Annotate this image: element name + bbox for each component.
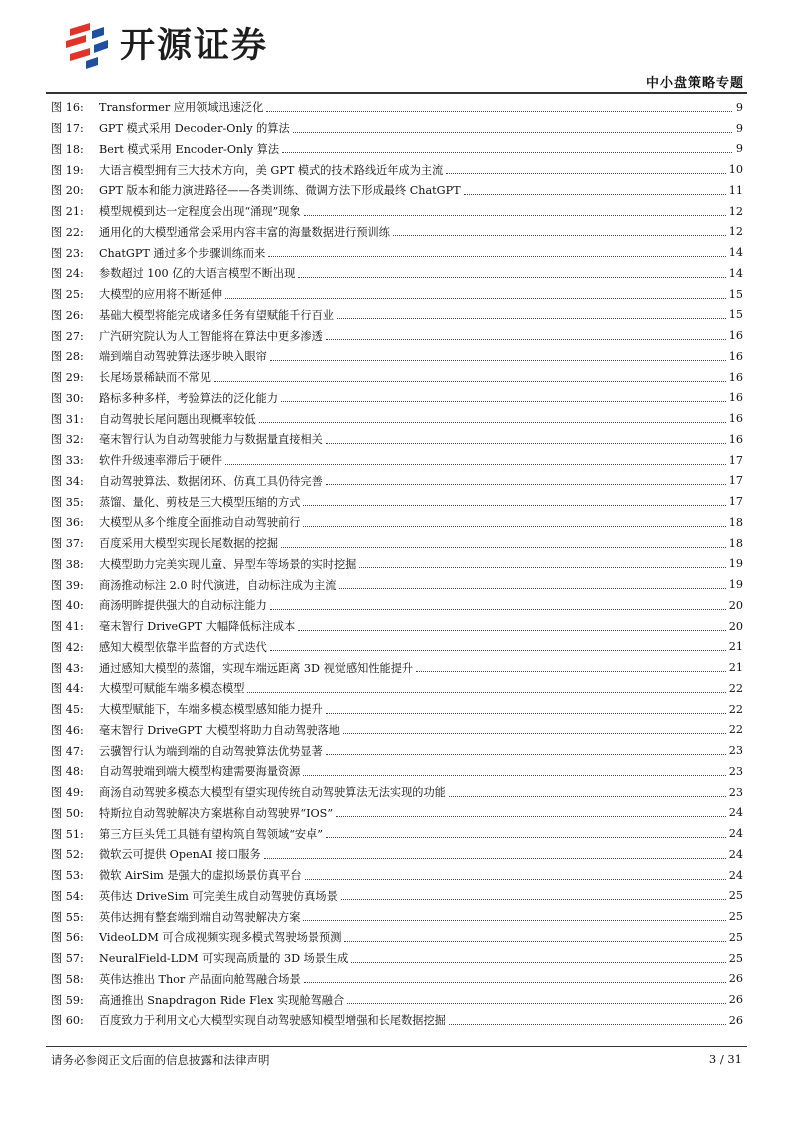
toc-figure-title: 通过感知大模型的蒸馏，实现车端远距离 3D 视觉感知性能提升 bbox=[99, 661, 414, 675]
toc-entry[interactable] bbox=[51, 180, 743, 201]
toc-entry[interactable] bbox=[51, 533, 743, 554]
toc-dot-leader bbox=[298, 277, 725, 278]
toc-figure-number: 图 33: bbox=[51, 454, 84, 468]
toc-dot-leader bbox=[326, 443, 726, 444]
toc-figure-title: 英伟达推出 Thor 产品面向舱驾融合场景 bbox=[99, 972, 301, 986]
toc-page-number: 17 bbox=[728, 474, 743, 488]
toc-figure-title: 高通推出 Snapdragon Ride Flex 实现舱驾融合 bbox=[99, 993, 345, 1007]
toc-page-number: 16 bbox=[728, 412, 743, 426]
toc-page-number: 9 bbox=[735, 100, 743, 114]
toc-dot-leader bbox=[282, 152, 732, 153]
page-indicator: 3 / 31 bbox=[708, 1052, 742, 1066]
toc-entry[interactable] bbox=[51, 637, 743, 658]
toc-page-number: 9 bbox=[735, 142, 743, 156]
toc-page-number: 24 bbox=[728, 868, 743, 882]
toc-entry[interactable] bbox=[51, 408, 743, 429]
toc-figure-number: 图 52: bbox=[51, 848, 84, 862]
toc-dot-leader bbox=[304, 982, 726, 983]
toc-figure-title: 大模型的应用将不断延伸 bbox=[99, 288, 223, 302]
toc-figure-title: 长尾场景稀缺而不常见 bbox=[99, 371, 211, 385]
toc-figure-number: 图 40: bbox=[51, 599, 84, 613]
toc-figure-title: 大模型助力完美实现儿童、异型车等场景的实时挖掘 bbox=[99, 557, 357, 571]
toc-figure-number: 图 38: bbox=[51, 557, 84, 571]
toc-figure-title: 毫末智行 DriveGPT 大幅降低标注成本 bbox=[99, 620, 296, 634]
toc-entry[interactable] bbox=[51, 305, 743, 326]
toc-entry[interactable] bbox=[51, 325, 743, 346]
toc-figure-number: 图 43: bbox=[51, 661, 84, 675]
toc-figure-number: 图 56: bbox=[51, 931, 84, 945]
toc-page-number: 20 bbox=[728, 598, 743, 612]
toc-figure-title: 微软 AirSim 是强大的虚拟场景仿真平台 bbox=[99, 869, 302, 883]
toc-entry[interactable] bbox=[51, 388, 743, 409]
toc-figure-title: 基础大模型将能完成诸多任务有望赋能千行百业 bbox=[99, 308, 334, 322]
toc-page-number: 22 bbox=[728, 723, 743, 737]
toc-figure-title: GPT 模式采用 Decoder-Only 的算法 bbox=[99, 122, 290, 136]
toc-figure-number: 图 44: bbox=[51, 682, 84, 696]
toc-entry[interactable] bbox=[51, 989, 743, 1010]
toc-dot-leader bbox=[225, 464, 726, 465]
toc-dot-leader bbox=[259, 422, 726, 423]
toc-dot-leader bbox=[343, 733, 726, 734]
toc-figure-number: 图 46: bbox=[51, 723, 84, 737]
toc-figure-number: 图 54: bbox=[51, 889, 84, 903]
toc-figure-number: 图 20: bbox=[51, 184, 84, 198]
toc-dot-leader bbox=[326, 339, 726, 340]
toc-page-number: 12 bbox=[728, 204, 743, 218]
toc-dot-leader bbox=[336, 816, 726, 817]
toc-figure-number: 图 53: bbox=[51, 869, 84, 883]
toc-figure-title: 蒸馏、量化、剪枝是三大模型压缩的方式 bbox=[99, 495, 301, 509]
toc-figure-number: 图 24: bbox=[51, 267, 84, 281]
toc-dot-leader bbox=[416, 671, 726, 672]
toc-entry[interactable] bbox=[51, 595, 743, 616]
toc-figure-number: 图 16: bbox=[51, 101, 84, 115]
toc-dot-leader bbox=[305, 879, 726, 880]
toc-page-number: 23 bbox=[728, 744, 743, 758]
toc-figure-number: 图 17: bbox=[51, 122, 84, 136]
toc-entry[interactable] bbox=[51, 1010, 743, 1031]
toc-page-number: 16 bbox=[728, 349, 743, 363]
toc-page-number: 16 bbox=[728, 432, 743, 446]
toc-page-number: 25 bbox=[728, 910, 743, 924]
toc-figure-number: 图 34: bbox=[51, 474, 84, 488]
toc-figure-number: 图 32: bbox=[51, 433, 84, 447]
toc-dot-leader bbox=[326, 484, 726, 485]
toc-page-number: 20 bbox=[728, 619, 743, 633]
toc-figure-title: 商汤明眸提供强大的自动标注能力 bbox=[99, 599, 267, 613]
toc-entry[interactable] bbox=[51, 139, 743, 160]
toc-page-number: 25 bbox=[728, 889, 743, 903]
toc-entry[interactable] bbox=[51, 720, 743, 741]
toc-figure-number: 图 57: bbox=[51, 952, 84, 966]
toc-entry[interactable] bbox=[51, 491, 743, 512]
toc-dot-leader bbox=[281, 401, 726, 402]
toc-page-number: 24 bbox=[728, 806, 743, 820]
toc-entry[interactable] bbox=[51, 948, 743, 969]
toc-entry[interactable] bbox=[51, 906, 743, 927]
footer-divider bbox=[46, 1046, 747, 1047]
toc-entry[interactable] bbox=[51, 761, 743, 782]
toc-figure-number: 图 36: bbox=[51, 516, 84, 530]
toc-dot-leader bbox=[298, 630, 726, 631]
toc-figure-number: 图 41: bbox=[51, 620, 84, 634]
toc-entry[interactable] bbox=[51, 471, 743, 492]
toc-figure-title: GPT 版本和能力演进路径——各类训练、微调方法下形成最终 ChatGPT bbox=[99, 184, 461, 198]
toc-dot-leader bbox=[337, 318, 726, 319]
toc-dot-leader bbox=[446, 173, 725, 174]
toc-figure-number: 图 23: bbox=[51, 246, 84, 260]
toc-page-number: 16 bbox=[728, 370, 743, 384]
toc-figure-number: 图 29: bbox=[51, 371, 84, 385]
toc-page-number: 22 bbox=[728, 681, 743, 695]
toc-figure-number: 图 59: bbox=[51, 993, 84, 1007]
toc-figure-number: 图 39: bbox=[51, 578, 84, 592]
toc-figure-title: 大模型赋能下，车端多模态模型感知能力提升 bbox=[99, 703, 323, 717]
toc-figure-title: 英伟达 DriveSim 可完美生成自动驾驶仿真场景 bbox=[99, 889, 338, 903]
footer-disclaimer: 请务必参阅正文后面的信息披露和法律声明 bbox=[51, 1053, 270, 1067]
toc-entry[interactable] bbox=[51, 574, 743, 595]
toc-page-number: 19 bbox=[728, 578, 743, 592]
toc-figure-title: ChatGPT 通过多个步骤训练而来 bbox=[99, 246, 266, 260]
header-divider bbox=[46, 92, 747, 94]
toc-page-number: 15 bbox=[728, 287, 743, 301]
toc-page-number: 25 bbox=[728, 930, 743, 944]
toc-dot-leader bbox=[303, 775, 725, 776]
toc-figure-number: 图 45: bbox=[51, 703, 84, 717]
toc-dot-leader bbox=[281, 547, 726, 548]
toc-figure-title: 毫末智行 DriveGPT 大模型将助力自动驾驶落地 bbox=[99, 723, 340, 737]
toc-figure-number: 图 25: bbox=[51, 288, 84, 302]
toc-entry[interactable] bbox=[51, 346, 743, 367]
toc-figure-title: 商汤自动驾驶多模态大模型有望实现传统自动驾驶算法无法实现的功能 bbox=[99, 786, 446, 800]
toc-figure-title: 英伟达拥有整套端到端自动驾驶解决方案 bbox=[99, 910, 301, 924]
toc-figure-number: 图 35: bbox=[51, 495, 84, 509]
toc-entry[interactable] bbox=[51, 678, 743, 699]
toc-dot-leader bbox=[304, 215, 726, 216]
toc-figure-title: 百度致力于利用文心大模型实现自动驾驶感知模型增强和长尾数据挖掘 bbox=[99, 1014, 446, 1028]
toc-entry[interactable] bbox=[51, 927, 743, 948]
toc-dot-leader bbox=[303, 505, 725, 506]
toc-dot-leader bbox=[214, 381, 726, 382]
toc-figure-title: 路标多种多样，考验算法的泛化能力 bbox=[99, 391, 279, 405]
toc-page-number: 15 bbox=[728, 308, 743, 322]
toc-page-number: 25 bbox=[728, 951, 743, 965]
toc-figure-number: 图 22: bbox=[51, 225, 84, 239]
toc-figure-number: 图 55: bbox=[51, 910, 84, 924]
toc-figure-title: 端到端自动驾驶算法逐步映入眼帘 bbox=[99, 350, 267, 364]
toc-page-number: 24 bbox=[728, 827, 743, 841]
toc-figure-title: 模型规模到达一定程度会出现“涌现”现象 bbox=[99, 205, 301, 219]
toc-page-number: 18 bbox=[728, 515, 743, 529]
toc-page-number: 14 bbox=[728, 246, 743, 260]
toc-dot-leader bbox=[225, 298, 726, 299]
toc-page-number: 23 bbox=[728, 785, 743, 799]
toc-entry[interactable] bbox=[51, 367, 743, 388]
toc-dot-leader bbox=[303, 920, 725, 921]
toc-page-number: 17 bbox=[728, 453, 743, 467]
toc-page-number: 12 bbox=[728, 225, 743, 239]
toc-figure-title: 软件升级速率滞后于硬件 bbox=[99, 454, 223, 468]
toc-entry[interactable] bbox=[51, 242, 743, 263]
figure-index-list bbox=[51, 97, 743, 1031]
toc-figure-number: 图 31: bbox=[51, 412, 84, 426]
toc-figure-title: 大语言模型拥有三大技术方向，美 GPT 模式的技术路线近年成为主流 bbox=[99, 163, 444, 177]
toc-entry[interactable] bbox=[51, 429, 743, 450]
toc-dot-leader bbox=[347, 1003, 726, 1004]
toc-figure-title: 通用化的大模型通常会采用内容丰富的海量数据进行预训练 bbox=[99, 225, 390, 239]
toc-page-number: 26 bbox=[728, 1013, 743, 1027]
toc-dot-leader bbox=[339, 588, 725, 589]
toc-dot-leader bbox=[270, 360, 726, 361]
toc-figure-number: 图 26: bbox=[51, 308, 84, 322]
toc-page-number: 26 bbox=[728, 993, 743, 1007]
kaiyuan-logo-icon bbox=[64, 23, 114, 69]
toc-figure-number: 图 19: bbox=[51, 163, 84, 177]
toc-page-number: 17 bbox=[728, 495, 743, 509]
toc-figure-number: 图 30: bbox=[51, 391, 84, 405]
toc-page-number: 9 bbox=[735, 121, 743, 135]
toc-figure-title: Bert 模式采用 Encoder-Only 算法 bbox=[99, 142, 280, 156]
toc-page-number: 21 bbox=[728, 661, 743, 675]
toc-dot-leader bbox=[464, 194, 726, 195]
toc-entry[interactable] bbox=[51, 803, 743, 824]
toc-figure-number: 图 51: bbox=[51, 827, 84, 841]
toc-page-number: 11 bbox=[728, 183, 743, 197]
toc-figure-title: 大模型从多个维度全面推动自动驾驶前行 bbox=[99, 516, 301, 530]
toc-dot-leader bbox=[303, 526, 725, 527]
toc-figure-title: 云骥智行认为端到端的自动驾驶算法优势显著 bbox=[99, 744, 323, 758]
toc-dot-leader bbox=[293, 132, 732, 133]
toc-figure-title: 自动驾驶端到端大模型构建需要海量资源 bbox=[99, 765, 301, 779]
toc-entry[interactable] bbox=[51, 886, 743, 907]
toc-figure-title: 商汤推动标注 2.0 时代演进，自动标注成为主流 bbox=[99, 578, 337, 592]
toc-figure-number: 图 47: bbox=[51, 744, 84, 758]
toc-dot-leader bbox=[326, 837, 726, 838]
toc-dot-leader bbox=[270, 609, 726, 610]
toc-figure-title: 大模型可赋能车端多模态模型 bbox=[99, 682, 245, 696]
toc-figure-title: Transformer 应用领域迅速泛化 bbox=[99, 101, 264, 115]
toc-dot-leader bbox=[449, 1024, 726, 1025]
toc-entry[interactable] bbox=[51, 699, 743, 720]
toc-page-number: 21 bbox=[728, 640, 743, 654]
toc-figure-number: 图 60: bbox=[51, 1014, 84, 1028]
toc-dot-leader bbox=[270, 650, 726, 651]
toc-dot-leader bbox=[266, 111, 732, 112]
toc-entry[interactable] bbox=[51, 118, 743, 139]
toc-figure-number: 图 28: bbox=[51, 350, 84, 364]
toc-figure-title: 自动驾驶长尾问题出现概率较低 bbox=[99, 412, 256, 426]
toc-entry[interactable] bbox=[51, 450, 743, 471]
toc-page-number: 19 bbox=[728, 557, 743, 571]
toc-figure-title: 微软云可提供 OpenAI 接口服务 bbox=[99, 848, 261, 862]
toc-dot-leader bbox=[449, 796, 726, 797]
toc-figure-number: 图 58: bbox=[51, 972, 84, 986]
company-logo bbox=[64, 22, 268, 70]
toc-dot-leader bbox=[268, 256, 725, 257]
toc-entry[interactable] bbox=[51, 201, 743, 222]
toc-page-number: 18 bbox=[728, 536, 743, 550]
toc-figure-title: 自动驾驶算法、数据闭环、仿真工具仍待完善 bbox=[99, 474, 323, 488]
toc-dot-leader bbox=[264, 858, 726, 859]
toc-figure-number: 图 50: bbox=[51, 806, 84, 820]
toc-figure-title: 广汽研究院认为人工智能将在算法中更多渗透 bbox=[99, 329, 323, 343]
toc-entry[interactable] bbox=[51, 740, 743, 761]
toc-entry[interactable] bbox=[51, 823, 743, 844]
toc-page-number: 10 bbox=[728, 163, 743, 177]
toc-entry[interactable] bbox=[51, 554, 743, 575]
toc-page-number: 23 bbox=[728, 764, 743, 778]
toc-dot-leader bbox=[351, 962, 725, 963]
toc-page-number: 24 bbox=[728, 847, 743, 861]
toc-entry[interactable] bbox=[51, 263, 743, 284]
toc-page-number: 22 bbox=[728, 702, 743, 716]
toc-entry[interactable] bbox=[51, 97, 743, 118]
toc-entry[interactable] bbox=[51, 657, 743, 678]
toc-entry[interactable] bbox=[51, 512, 743, 533]
toc-dot-leader bbox=[341, 899, 726, 900]
toc-figure-number: 图 42: bbox=[51, 640, 84, 654]
toc-figure-title: 毫末智行认为自动驾驶能力与数据量直接相关 bbox=[99, 433, 323, 447]
toc-dot-leader bbox=[344, 941, 725, 942]
toc-figure-number: 图 27: bbox=[51, 329, 84, 343]
toc-dot-leader bbox=[247, 692, 725, 693]
toc-entry[interactable] bbox=[51, 284, 743, 305]
toc-page-number: 14 bbox=[728, 266, 743, 280]
toc-entry[interactable] bbox=[51, 969, 743, 990]
toc-dot-leader bbox=[326, 754, 726, 755]
document-type: 中小盘策略专题 bbox=[645, 76, 744, 91]
toc-figure-number: 图 49: bbox=[51, 786, 84, 800]
toc-entry[interactable] bbox=[51, 159, 743, 180]
toc-dot-leader bbox=[326, 713, 726, 714]
toc-dot-leader bbox=[359, 567, 725, 568]
toc-figure-title: 感知大模型依靠半监督的方式迭代 bbox=[99, 640, 267, 654]
toc-entry[interactable] bbox=[51, 222, 743, 243]
toc-entry[interactable] bbox=[51, 616, 743, 637]
toc-page-number: 16 bbox=[728, 329, 743, 343]
toc-entry[interactable] bbox=[51, 844, 743, 865]
toc-figure-number: 图 21: bbox=[51, 205, 84, 219]
toc-entry[interactable] bbox=[51, 782, 743, 803]
toc-figure-title: 百度采用大模型实现长尾数据的挖掘 bbox=[99, 537, 279, 551]
toc-figure-number: 图 18: bbox=[51, 142, 84, 156]
brand-name: 开源证券 bbox=[120, 26, 269, 66]
toc-figure-title: 特斯拉自动驾驶解决方案堪称自动驾驶界“IOS” bbox=[99, 806, 334, 820]
toc-figure-title: 第三方巨头凭工具链有望构筑自驾领域“安卓” bbox=[99, 827, 324, 841]
toc-page-number: 26 bbox=[728, 972, 743, 986]
toc-figure-title: NeuralField-LDM 可实现高质量的 3D 场景生成 bbox=[99, 952, 349, 966]
toc-figure-number: 图 37: bbox=[51, 537, 84, 551]
toc-entry[interactable] bbox=[51, 865, 743, 886]
toc-dot-leader bbox=[393, 235, 726, 236]
toc-page-number: 16 bbox=[728, 391, 743, 405]
toc-figure-number: 图 48: bbox=[51, 765, 84, 779]
toc-figure-title: VideoLDM 可合成视频实现多模式驾驶场景预测 bbox=[99, 931, 342, 945]
toc-figure-title: 参数超过 100 亿的大语言模型不断出现 bbox=[99, 267, 296, 281]
